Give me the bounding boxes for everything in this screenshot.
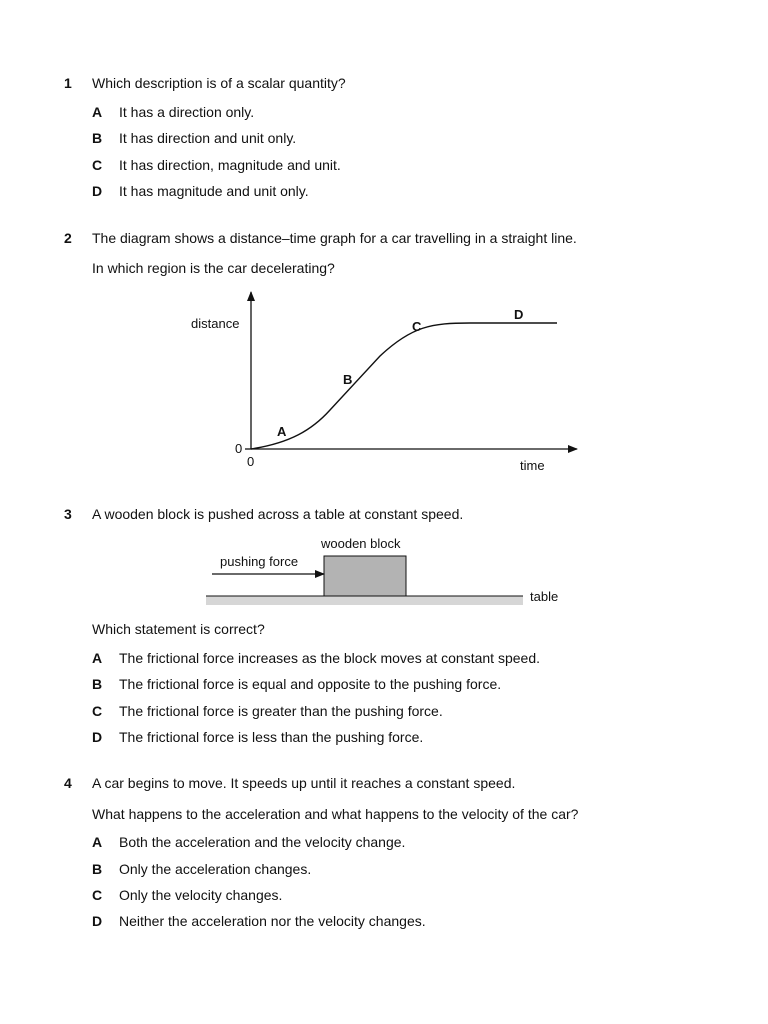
option-text: Only the velocity changes.: [119, 887, 283, 903]
option-text: It has a direction only.: [119, 104, 255, 120]
option-text: Only the acceleration changes.: [119, 861, 312, 877]
pushing-force-label: pushing force: [220, 554, 299, 569]
wooden-block-label: wooden block: [321, 536, 401, 551]
y-origin-label: 0: [235, 441, 243, 456]
wooden-block: [324, 556, 406, 596]
question-stem: The diagram shows a distance–time graph for a car travelling in a straight line.: [92, 230, 577, 246]
option-letter: B: [92, 676, 103, 692]
question-number: 2: [64, 230, 72, 246]
question-number: 1: [64, 75, 72, 91]
option-letter: C: [92, 887, 103, 903]
option-text: The frictional force increases as the block moves at constant speed.: [119, 650, 540, 666]
option-letter: A: [92, 834, 103, 850]
table-label: table: [530, 589, 559, 604]
option-letter: D: [92, 729, 103, 745]
option-text: Both the acceleration and the velocity change.: [119, 834, 406, 850]
question-stem: A wooden block is pushed across a table at constant speed.: [92, 506, 464, 522]
option-text: The frictional force is equal and opposite to the pushing force.: [119, 676, 502, 692]
option-text: The frictional force is less than the pushing force.: [119, 729, 424, 745]
question-number: 3: [64, 506, 72, 522]
option-text: The frictional force is greater than the pushing force.: [119, 703, 443, 719]
x-origin-label: 0: [247, 454, 255, 469]
question-prompt: What happens to the acceleration and what happens to the velocity of the car?: [92, 806, 579, 822]
region-label-b: B: [343, 372, 353, 387]
region-label-c: C: [412, 319, 422, 334]
x-axis-label: time: [520, 458, 545, 473]
question-prompt: Which statement is correct?: [92, 621, 265, 637]
option-text: It has magnitude and unit only.: [119, 183, 309, 199]
question-stem: Which description is of a scalar quantity?: [92, 75, 346, 91]
option-letter: B: [92, 130, 103, 146]
option-letter: D: [92, 183, 103, 199]
region-label-a: A: [277, 424, 287, 439]
option-letter: C: [92, 703, 103, 719]
y-axis-label: distance: [191, 316, 240, 331]
region-label-d: D: [514, 307, 524, 322]
option-letter: C: [92, 157, 103, 173]
distance-curve: [251, 323, 557, 449]
question-prompt: In which region is the car decelerating?: [92, 260, 335, 276]
option-letter: D: [92, 913, 103, 929]
option-text: It has direction and unit only.: [119, 130, 297, 146]
option-text: It has direction, magnitude and unit.: [119, 157, 341, 173]
table-surface: [206, 596, 523, 605]
question-number: 4: [64, 775, 72, 791]
option-letter: A: [92, 104, 103, 120]
option-text: Neither the acceleration nor the velocity changes.: [119, 913, 426, 929]
option-letter: B: [92, 861, 103, 877]
option-letter: A: [92, 650, 103, 666]
question-stem: A car begins to move. It speeds up until it reaches a constant speed.: [92, 775, 516, 791]
